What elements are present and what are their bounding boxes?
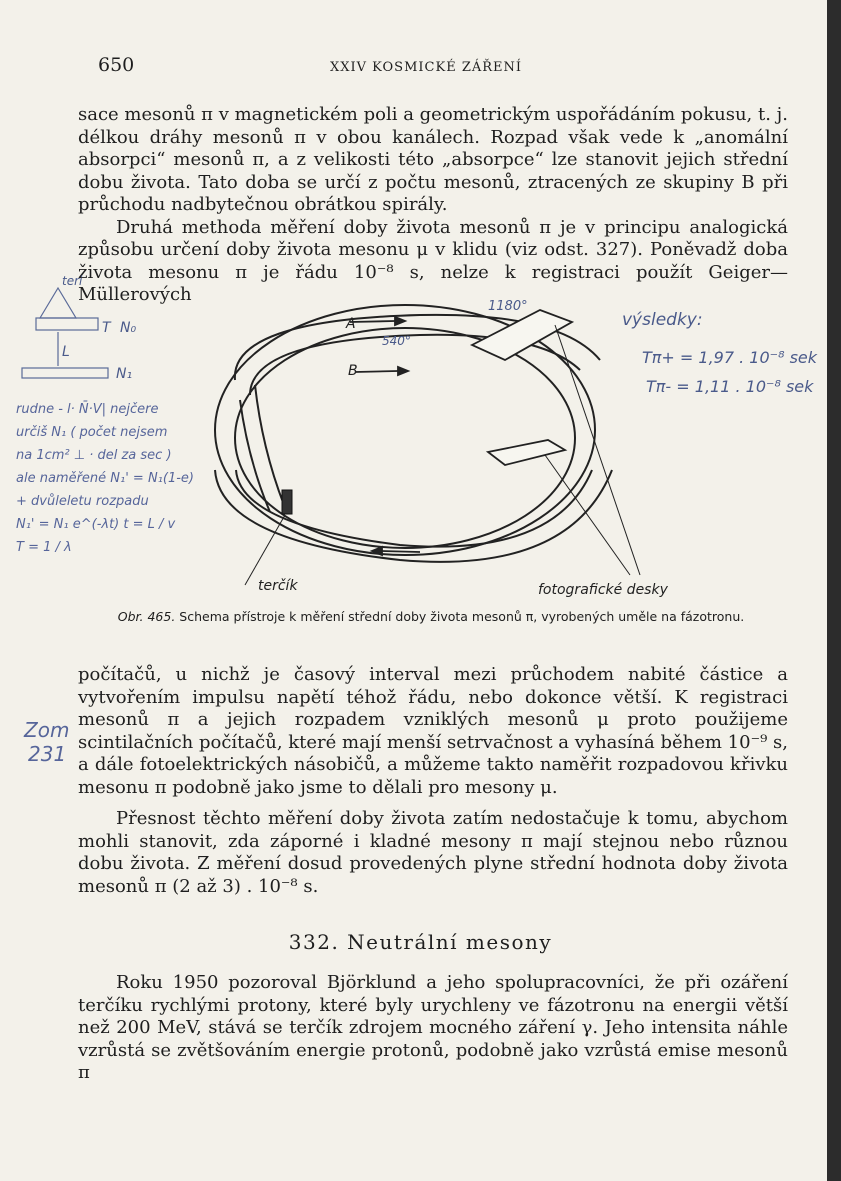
- hand-line: + dvůleletu rozpadu: [16, 494, 149, 509]
- page-number: 650: [98, 54, 135, 76]
- channel-a-label: A: [346, 316, 356, 332]
- paragraph-3: počítačů, u nichž je časový interval mezi průchodem nabité částice a vytvořením impulsu napětí téhož řádu, nebo dokonce větší. K registraci mesonů π a jejich rozpadem vzniklých mesonů μ proto použijeme scintilačních počítačů, které mají menší setrvačnost a vyhasíná během 10⁻⁹ s, a dále fotoelektrických násobičů, a můžeme takto naměřit rozpadovou křivku mesonu π podobně jako jsme to dělali pro mesony μ.: [78, 664, 788, 798]
- hand-t-label: T: [102, 320, 111, 336]
- hand-top-arc-value: 1180°: [488, 299, 528, 314]
- hand-derivation: [16, 398, 246, 559]
- spiral-channel: [215, 305, 612, 562]
- hand-line: ale naměřené N₁' = N₁(1-e): [16, 471, 194, 486]
- hand-line: T = 1 / λ: [16, 540, 72, 555]
- flow-arrows: [350, 317, 420, 555]
- figure-caption-text: Schema přístroje k měření střední doby života mesonů π, vyrobených uměle na fázotronu.: [179, 609, 745, 624]
- hand-tau-minus: Tπ- = 1,11 . 10⁻⁸ sek: [646, 377, 814, 396]
- hand-tau-plus: Tπ+ = 1,97 . 10⁻⁸ sek: [642, 348, 818, 367]
- hand-l-label: L: [62, 344, 70, 360]
- margin-note-231: 231: [28, 742, 67, 766]
- running-title: XXIV KOSMICKÉ ZÁŘENÍ: [330, 60, 523, 75]
- channel-b-label: B: [348, 363, 358, 379]
- hand-inner-arc-value: 540°: [382, 334, 411, 348]
- figure-caption: [76, 608, 786, 625]
- hand-n1-label: N₁: [116, 366, 133, 382]
- paragraph-4: Přesnost těchto měření doby života zatím nedostačuje k tomu, abychom mohli stanovit, zda záporné i kladné mesony π mají stejnou nebo různou dobu života. Z měření dosud provedených plyne střední hodnota doby života mesonů π (2 až 3) . 10⁻⁸ s.: [78, 808, 788, 897]
- section-heading: 332. Neutrální mesony: [288, 930, 553, 954]
- hand-ter-note: teri: [62, 274, 83, 288]
- paragraph-5: Roku 1950 pozoroval Björklund a jeho spolupracovníci, že při ozáření terčíku rychlými protony, které byly urychleny ve fázotronu na energii větší než 200 MeV, stává se terčík zdrojem mocného záření γ. Jeho intensita náhle vzrůstá se zvětšováním energie protonů, podobně jako vzrůstá emise mesonů π: [78, 972, 788, 1083]
- hand-line: rudne - l· N̄·V| nejčere: [16, 402, 159, 417]
- paragraph-1: sace mesonů π v magnetickém poli a geometrickým uspořádáním pokusu, t. j. délkou dráhy mesonů π v obou kanálech. Rozpad však vede k „anomální absorpci“ mesonů π, a z velikosti této „absorpce“ lze stanovit jejich střední dobu života. Tato doba se určí z počtu mesonů, ztracených ze skupiny B při průchodu nadbytečnou obrátkou spirály.: [78, 104, 788, 215]
- margin-note-zom: Zom: [24, 718, 70, 742]
- hand-line: N₁' = N₁ e^(-λt) t = L / v: [16, 517, 176, 532]
- target-block: [282, 490, 292, 514]
- hand-line: určiš N₁ ( počet nejsem: [16, 425, 168, 440]
- hand-n0-label: N₀: [120, 320, 137, 336]
- hand-line: na 1cm² ⊥ · del za sec ): [16, 448, 172, 463]
- hand-sketch: [22, 274, 136, 382]
- target-label: terčík: [258, 578, 298, 594]
- plates-label: fotografické desky: [538, 582, 668, 598]
- hand-results-title: výsledky:: [622, 310, 703, 330]
- paragraph-2: Druhá methoda měření doby života mesonů π je v principu analogická způsobu určení doby života mesonu μ v klidu (viz odst. 327). Poněvadž doba života mesonu π je řádu 10⁻⁸ s, nelze k registraci použít Geiger—Müllerových: [78, 216, 788, 305]
- figure-number: Obr. 465.: [117, 609, 176, 624]
